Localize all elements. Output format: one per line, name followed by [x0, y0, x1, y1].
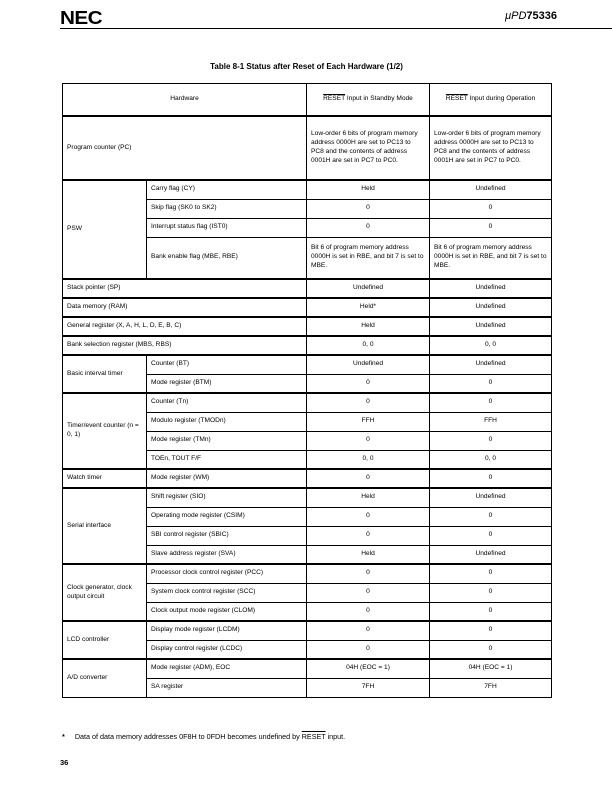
row-label: Shift register (SIO) — [147, 488, 307, 507]
standby-value: 0 — [307, 469, 430, 488]
operation-value: Undefined — [430, 488, 552, 507]
group-label-basic-interval-timer: Basic interval timer — [63, 355, 147, 393]
group-label-psw: PSW — [63, 180, 147, 279]
table-row — [63, 279, 552, 298]
operation-value: Low-order 6 bits of program memory address 0000H are set to PC13 to PC8 and the contents of address 0001H are set in PC7 to PC0. — [430, 116, 552, 180]
operation-value: 0 — [430, 374, 552, 393]
standby-value: 0 — [307, 640, 430, 659]
standby-value: Held — [307, 488, 430, 507]
row-label: General register (X, A, H, L, D, E, B, C) — [63, 317, 307, 336]
standby-value: Held — [307, 180, 430, 199]
operation-value: 0 — [430, 218, 552, 237]
row-label: Bank selection register (MBS, RBS) — [63, 336, 307, 355]
part-prefix: μPD — [505, 10, 527, 22]
header-rule — [60, 28, 612, 29]
footnote — [62, 732, 345, 741]
operation-value: 0 — [430, 393, 552, 412]
standby-value: 0 — [307, 374, 430, 393]
row-label: Counter (BT) — [147, 355, 307, 374]
header-hardware: Hardware — [63, 84, 307, 117]
operation-value: 0, 0 — [430, 450, 552, 469]
row-label: Mode register (ADM), EOC — [147, 659, 307, 678]
standby-value: 0 — [307, 564, 430, 583]
row-label: Processor clock control register (PCC) — [147, 564, 307, 583]
group-label-clock-generator: Clock generator, clock output circuit — [63, 564, 147, 621]
footnote-marker: * — [62, 732, 65, 741]
operation-value: 0 — [430, 602, 552, 621]
table-row — [63, 659, 552, 678]
row-label: Mode register (WM) — [147, 469, 307, 488]
group-label-serial-interface: Serial interface — [63, 488, 147, 564]
table-title: Table 8-1 Status after Reset of Each Hardware (1/2) — [210, 62, 403, 71]
operation-value: 0 — [430, 526, 552, 545]
standby-value: 0 — [307, 602, 430, 621]
header-standby-text: Input in Standby Mode — [345, 95, 413, 103]
standby-value: 0, 0 — [307, 450, 430, 469]
row-label: Display mode register (LCDM) — [147, 621, 307, 640]
row-label: Operating mode register (CSIM) — [147, 507, 307, 526]
row-label: Skip flag (SK0 to SK2) — [147, 199, 307, 218]
header-operation — [430, 84, 552, 117]
operation-value: 0 — [430, 431, 552, 450]
standby-value: 0 — [307, 393, 430, 412]
table-row — [63, 621, 552, 640]
group-label-watch-timer: Watch timer — [63, 469, 147, 488]
row-label: Counter (Tn) — [147, 393, 307, 412]
reset-overline: RESET — [445, 95, 468, 103]
reset-overline: RESET — [323, 95, 346, 103]
part-number-digits: 75336 — [526, 10, 557, 22]
operation-value: Undefined — [430, 545, 552, 564]
operation-value: 0 — [430, 621, 552, 640]
table-row — [63, 393, 552, 412]
standby-value: 0 — [307, 431, 430, 450]
page-number: 36 — [60, 758, 69, 767]
operation-value: 0 — [430, 564, 552, 583]
operation-value: 04H (EOC = 1) — [430, 659, 552, 678]
operation-value: 0 — [430, 640, 552, 659]
footnote-text: Data of data memory addresses 0F8H to 0FDH becomes undefined by — [74, 732, 302, 741]
row-label: Clock output mode register (CLOM) — [147, 602, 307, 621]
row-label: System clock control register (SCC) — [147, 583, 307, 602]
standby-value: 0 — [307, 507, 430, 526]
row-label: Interrupt status flag (IST0) — [147, 218, 307, 237]
row-label: Mode register (TMn) — [147, 431, 307, 450]
reset-overline: RESET — [301, 732, 326, 741]
operation-value: 0 — [430, 507, 552, 526]
row-label: Data memory (RAM) — [63, 298, 307, 317]
standby-value: 0 — [307, 526, 430, 545]
header-standby — [307, 84, 430, 117]
standby-value: 0 — [307, 583, 430, 602]
operation-value: Undefined — [430, 355, 552, 374]
standby-value: FFH — [307, 412, 430, 431]
row-label: Display control register (LCDC) — [147, 640, 307, 659]
table-row — [63, 469, 552, 488]
operation-value: 0 — [430, 583, 552, 602]
standby-value: Undefined — [307, 279, 430, 298]
standby-value: Bit 6 of program memory address 0000H is set in RBE, and bit 7 is set to MBE. — [307, 237, 430, 279]
table-row — [63, 336, 552, 355]
operation-value: Undefined — [430, 180, 552, 199]
standby-value: 0 — [307, 218, 430, 237]
row-label: Bank enable flag (MBE, RBE) — [147, 237, 307, 279]
row-label: SA register — [147, 678, 307, 697]
row-label: Carry flag (CY) — [147, 180, 307, 199]
group-label-ad-converter: A/D converter — [63, 659, 147, 697]
operation-value: 0 — [430, 469, 552, 488]
standby-value: 04H (EOC = 1) — [307, 659, 430, 678]
standby-value: Undefined — [307, 355, 430, 374]
standby-value: Low-order 6 bits of program memory address 0000H are set to PC13 to PC8 and the contents of address 0001H are set in PC7 to PC0. — [307, 116, 430, 180]
row-label: Modulo register (TMODn) — [147, 412, 307, 431]
standby-value: Held — [307, 317, 430, 336]
operation-value: FFH — [430, 412, 552, 431]
row-label: Mode register (BTM) — [147, 374, 307, 393]
row-label: TOEn, TOUT F/F — [147, 450, 307, 469]
standby-value: 0 — [307, 621, 430, 640]
table-row — [63, 564, 552, 583]
standby-value: 0, 0 — [307, 336, 430, 355]
operation-value: Undefined — [430, 279, 552, 298]
row-label: Slave address register (SVA) — [147, 545, 307, 564]
standby-value: Held — [307, 545, 430, 564]
operation-value: 0 — [430, 199, 552, 218]
table-row — [63, 298, 552, 317]
page-header — [60, 8, 557, 28]
operation-value: 7FH — [430, 678, 552, 697]
group-label-timer-event-counter: Timer/event counter (n = 0, 1) — [63, 393, 147, 469]
table-row — [63, 116, 552, 180]
standby-value: 0 — [307, 199, 430, 218]
table-row — [63, 355, 552, 374]
table-header-row — [63, 84, 552, 117]
operation-value: Undefined — [430, 298, 552, 317]
footnote-tail: input. — [325, 732, 346, 741]
standby-value: 7FH — [307, 678, 430, 697]
group-label-lcd-controller: LCD controller — [63, 621, 147, 659]
row-label: Program counter (PC) — [63, 116, 307, 180]
row-label: Stack pointer (SP) — [63, 279, 307, 298]
table-row — [63, 180, 552, 199]
part-number — [505, 10, 557, 22]
operation-value: Undefined — [430, 317, 552, 336]
standby-value: Held* — [307, 298, 430, 317]
header-operation-text: Input during Operation — [467, 95, 536, 103]
table-row — [63, 488, 552, 507]
operation-value: Bit 6 of program memory address 0000H is set in RBE, and bit 7 is set to MBE. — [430, 237, 552, 279]
table-row — [63, 317, 552, 336]
operation-value: 0, 0 — [430, 336, 552, 355]
nec-logo: NEC — [60, 8, 102, 28]
row-label: SBI control register (SBIC) — [147, 526, 307, 545]
reset-status-table — [62, 83, 552, 698]
